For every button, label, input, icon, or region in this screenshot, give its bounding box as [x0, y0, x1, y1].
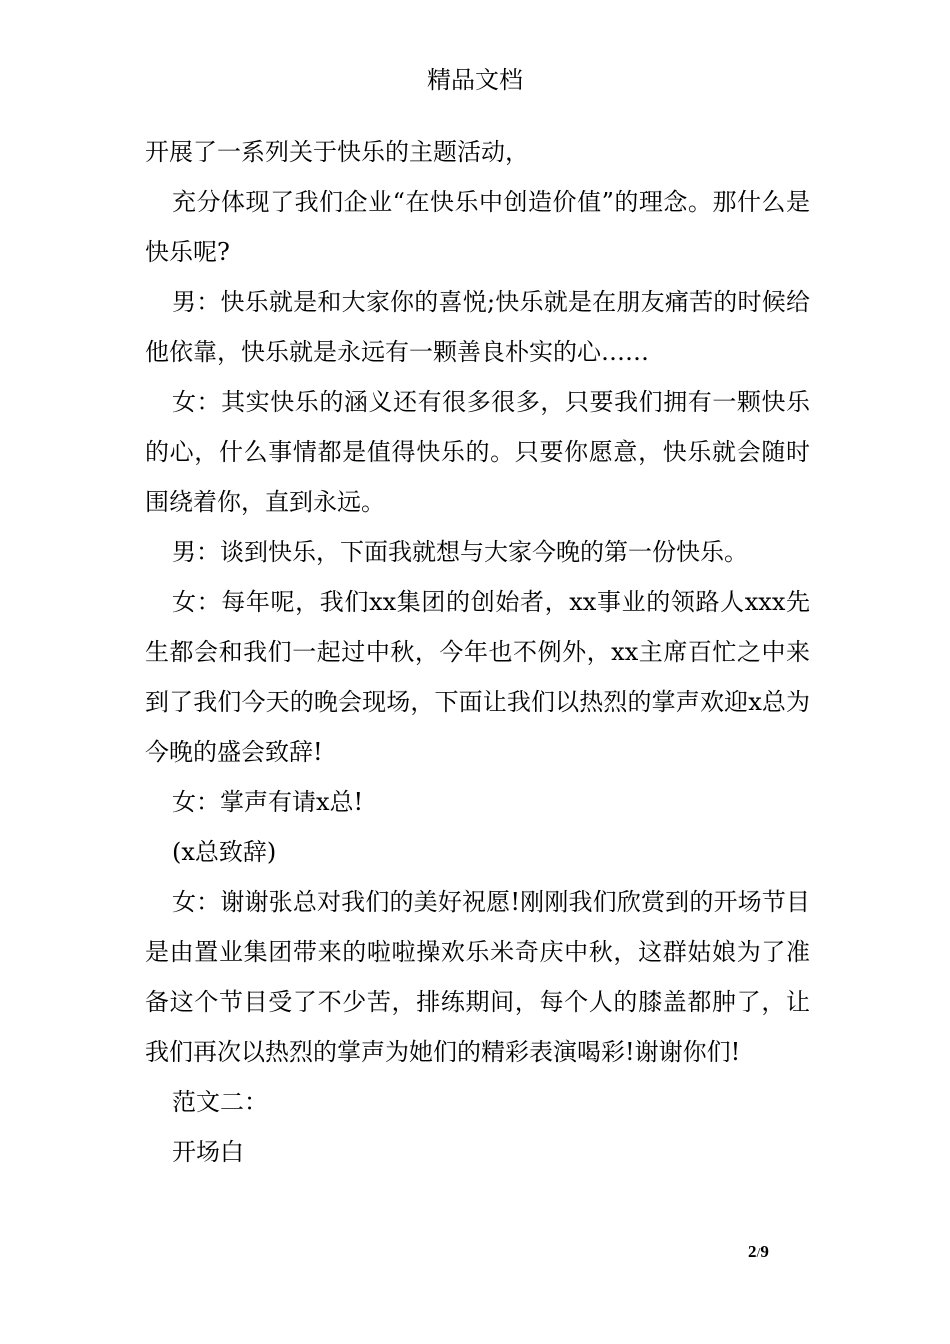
page-header	[0, 62, 950, 98]
paragraph: 开展了一系列关于快乐的主题活动，	[145, 138, 529, 166]
paragraph: 开场白	[172, 1138, 244, 1166]
paragraph: 女：其实快乐的涵义还有很多很多，只要我们拥有一颗快乐的心，什么事情都是值得快乐的。只要你愿意，快乐就会随时围绕着你，直到永远。	[145, 388, 810, 516]
paragraph: 范文二：	[172, 1088, 268, 1116]
paragraph: 充分体现了我们企业“在快乐中创造价值”的理念。那什么是快乐呢?	[145, 188, 810, 266]
paragraph: 女：每年呢，我们xx集团的创始者，xx事业的领路人xxx先生都会和我们一起过中秋，今年也不例外，xx主席百忙之中来到了我们今天的晚会现场，下面让我们以热烈的掌声欢迎x总为今晚的盛会致辞!	[145, 588, 810, 766]
paragraph: 男：快乐就是和大家你的喜悦;快乐就是在朋友痛苦的时候给他依靠，快乐就是永远有一颗善良朴实的心……	[145, 288, 810, 366]
document-body	[145, 127, 810, 1177]
page-separator: /	[756, 1246, 761, 1261]
page-number	[748, 1240, 769, 1266]
header-title: 精品文档	[427, 66, 523, 94]
paragraph: 女：掌声有请x总!	[172, 788, 364, 816]
paragraph: (x总致辞)	[172, 838, 277, 866]
page-total: 9	[760, 1242, 769, 1261]
page-current: 2	[748, 1242, 757, 1261]
paragraph: 女：谢谢张总对我们的美好祝愿!刚刚我们欣赏到的开场节目是由置业集团带来的啦啦操欢乐米奇庆中秋，这群姑娘为了准备这个节目受了不少苦，排练期间，每个人的膝盖都肿了，让我们再次以热烈的掌声为她们的精彩表演喝彩!谢谢你们!	[145, 888, 810, 1066]
paragraph: 男：谈到快乐，下面我就想与大家今晚的第一份快乐。	[172, 538, 748, 566]
